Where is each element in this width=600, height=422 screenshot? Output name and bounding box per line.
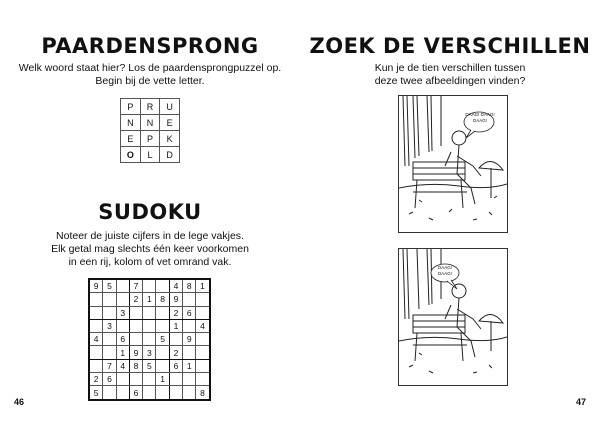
knight-grid-cell: U (160, 99, 180, 115)
sudoku-cell: 2 (169, 306, 182, 319)
sudoku-cell[interactable] (129, 373, 142, 386)
sudoku-cell: 2 (129, 293, 142, 306)
sudoku-row (89, 306, 210, 319)
sudoku-row (89, 333, 210, 346)
sudoku-cell[interactable] (103, 306, 116, 319)
sudoku-instruction-line3: in een rij, kolom of vet omrand vak. (68, 256, 232, 268)
sudoku-cell[interactable] (143, 279, 156, 293)
cartoon-image-bottom (398, 248, 508, 386)
sudoku-cell[interactable] (103, 333, 116, 346)
sudoku-row (89, 279, 210, 293)
sudoku-instruction-line1: Noteer de juiste cijfers in de lege vakjes. (56, 230, 244, 242)
sudoku-cell[interactable] (183, 386, 196, 400)
sudoku-cell: 6 (169, 359, 182, 372)
sudoku-cell: 2 (89, 373, 103, 386)
sudoku-cell: 8 (196, 386, 210, 400)
sudoku-instruction-line2: Elk getal mag slechts één keer voorkomen (51, 243, 249, 255)
sudoku-cell[interactable] (143, 373, 156, 386)
sudoku-cell[interactable] (156, 346, 169, 359)
sudoku-cell[interactable] (183, 319, 196, 332)
sudoku-instructions (0, 230, 300, 269)
differences-instruction-line1: Kun je de tien verschillen tussen (374, 62, 526, 74)
knight-grid-cell: L (140, 147, 160, 163)
sudoku-cell[interactable] (183, 346, 196, 359)
sudoku-cell: 2 (169, 346, 182, 359)
cartoon-image-top (398, 95, 508, 233)
sudoku-cell: 6 (103, 373, 116, 386)
sudoku-cell[interactable] (129, 333, 142, 346)
sudoku-cell[interactable] (183, 293, 196, 306)
sudoku-cell[interactable] (129, 306, 142, 319)
sudoku-cell[interactable] (116, 386, 129, 400)
sudoku-cell[interactable] (103, 386, 116, 400)
sudoku-cell[interactable] (143, 306, 156, 319)
knight-grid-row (121, 147, 180, 163)
sudoku-cell: 4 (169, 279, 182, 293)
knight-grid-cell: P (140, 131, 160, 147)
sudoku-cell[interactable] (169, 386, 182, 400)
knight-grid-cell: N (140, 115, 160, 131)
knight-grid-row (121, 115, 180, 131)
sudoku-grid (88, 278, 211, 401)
sudoku-cell[interactable] (89, 346, 103, 359)
sudoku-cell[interactable] (89, 306, 103, 319)
sudoku-cell: 1 (183, 359, 196, 372)
sudoku-cell: 5 (143, 359, 156, 372)
sudoku-cell: 9 (169, 293, 182, 306)
differences-instruction-line2: deze twee afbeeldingen vinden? (374, 75, 526, 87)
sudoku-row (89, 359, 210, 372)
differences-instructions (300, 62, 600, 88)
sudoku-cell[interactable] (89, 319, 103, 332)
sudoku-cell: 7 (103, 359, 116, 372)
sudoku-cell[interactable] (196, 373, 210, 386)
sudoku-cell[interactable] (169, 333, 182, 346)
sudoku-cell: 9 (89, 279, 103, 293)
speech-bubble-text-bottom: DAAG! DAAG! (437, 265, 452, 276)
sudoku-cell: 1 (169, 319, 182, 332)
knight-grid-cell: E (160, 115, 180, 131)
sudoku-cell: 4 (89, 333, 103, 346)
sudoku-cell[interactable] (103, 293, 116, 306)
sudoku-cell[interactable] (116, 373, 129, 386)
sudoku-cell: 8 (156, 293, 169, 306)
sudoku-title: SUDOKU (98, 200, 202, 224)
knight-title: PAARDENSPRONG (41, 34, 259, 58)
sudoku-cell[interactable] (116, 293, 129, 306)
sudoku-cell[interactable] (143, 319, 156, 332)
sudoku-cell[interactable] (116, 319, 129, 332)
knight-instruction-line1: Welk woord staat hier? Los de paardensprongpuzzel op. (18, 62, 282, 74)
sudoku-cell[interactable] (143, 333, 156, 346)
sudoku-cell[interactable] (156, 359, 169, 372)
sudoku-cell: 3 (143, 346, 156, 359)
sudoku-cell[interactable] (89, 293, 103, 306)
sudoku-row (89, 386, 210, 400)
sudoku-cell: 9 (183, 333, 196, 346)
sudoku-cell: 5 (103, 279, 116, 293)
differences-title: ZOEK DE VERSCHILLEN (309, 34, 591, 58)
knight-instructions (0, 62, 300, 88)
knight-instruction-line2: Begin bij de vette letter. (95, 75, 205, 87)
sudoku-cell[interactable] (196, 306, 210, 319)
knight-grid-cell: P (121, 99, 141, 115)
sudoku-cell: 3 (116, 306, 129, 319)
knight-grid-cell: K (160, 131, 180, 147)
sudoku-cell: 8 (183, 279, 196, 293)
sudoku-cell: 5 (156, 333, 169, 346)
knight-grid-cell: D (160, 147, 180, 163)
sudoku-cell[interactable] (196, 333, 210, 346)
knight-grid-cell: E (121, 131, 141, 147)
speech-bubble-text-top: DAAG! DAAG! DAAG! (465, 112, 495, 123)
sudoku-cell: 4 (196, 319, 210, 332)
sudoku-cell: 9 (129, 346, 142, 359)
sudoku-row (89, 319, 210, 332)
knight-grid-cell: R (140, 99, 160, 115)
sudoku-cell[interactable] (156, 279, 169, 293)
sudoku-cell[interactable] (156, 319, 169, 332)
sudoku-cell: 6 (116, 333, 129, 346)
sudoku-row (89, 373, 210, 386)
page-number-left: 46 (14, 397, 25, 407)
sudoku-cell[interactable] (129, 319, 142, 332)
knight-puzzle-grid (120, 98, 180, 163)
sudoku-cell[interactable] (103, 346, 116, 359)
sudoku-cell[interactable] (196, 359, 210, 372)
knight-grid-row (121, 99, 180, 115)
knight-grid-row (121, 131, 180, 147)
sudoku-cell: 1 (143, 293, 156, 306)
sudoku-cell[interactable] (196, 293, 210, 306)
knight-grid-cell: O (121, 147, 141, 163)
sudoku-cell: 5 (89, 386, 103, 400)
sudoku-cell: 1 (116, 346, 129, 359)
sudoku-cell[interactable] (183, 373, 196, 386)
sudoku-row (89, 293, 210, 306)
page-number-right: 47 (575, 397, 586, 407)
sudoku-cell[interactable] (156, 306, 169, 319)
sudoku-cell[interactable] (116, 279, 129, 293)
sudoku-cell[interactable] (169, 373, 182, 386)
sudoku-cell: 8 (129, 359, 142, 372)
sudoku-cell: 4 (116, 359, 129, 372)
sudoku-cell: 3 (103, 319, 116, 332)
right-page (300, 0, 600, 422)
sudoku-cell[interactable] (156, 386, 169, 400)
sudoku-cell[interactable] (89, 359, 103, 372)
sudoku-cell[interactable] (143, 386, 156, 400)
sudoku-cell: 7 (129, 279, 142, 293)
sudoku-cell: 6 (129, 386, 142, 400)
sudoku-cell: 6 (183, 306, 196, 319)
sudoku-cell: 1 (156, 373, 169, 386)
knight-grid-cell: N (121, 115, 141, 131)
sudoku-cell: 1 (196, 279, 210, 293)
sudoku-cell[interactable] (196, 346, 210, 359)
sudoku-row (89, 346, 210, 359)
